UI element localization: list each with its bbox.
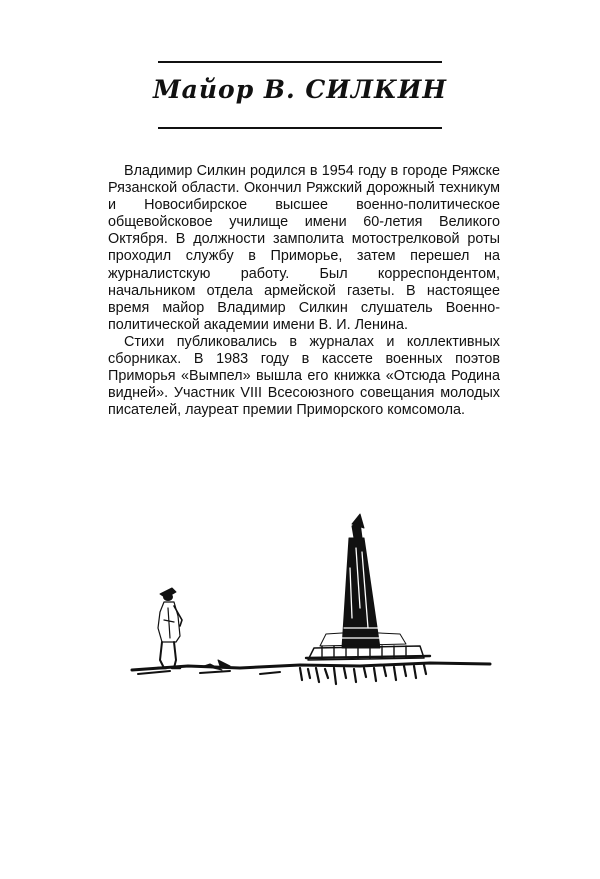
war-memorial-obelisk bbox=[306, 514, 430, 660]
header-rule-top bbox=[158, 61, 442, 63]
biography-paragraph: Стихи публиковались в журналах и коллективных сборниках. В 1983 году в кассете военных поэтов Приморья «Вымпел» вышла его книжка «Отсюда Родина видней». Участник VIII Всесоюзного совещания молодых писателей, лауреат премии Приморского комсомола. bbox=[108, 333, 500, 419]
biography-paragraph: Владимир Силкин родился в 1954 году в городе Ряжске Рязанской области. Окончил Ряжский дорожный техникум и Новосибирское высшее военно-политическое общевойсковое училище имени 60-летия Великого Октября. В должности замполита мотострелковой роты проходил службу в Приморье, затем перешел на журналистскую работу. Был корреспондентом, начальником отдела армейской газеты. В настоящее время майор Владимир Силкин слушатель Военно-политической академии имени В. И. Ленина. bbox=[108, 163, 500, 333]
header-rule-bottom bbox=[158, 127, 442, 129]
page-title: Майор В. СИЛКИН bbox=[152, 75, 448, 104]
memorial-illustration bbox=[130, 508, 530, 708]
biography-text bbox=[108, 163, 500, 419]
ground-line bbox=[132, 660, 490, 684]
soldier-figure bbox=[158, 588, 182, 668]
